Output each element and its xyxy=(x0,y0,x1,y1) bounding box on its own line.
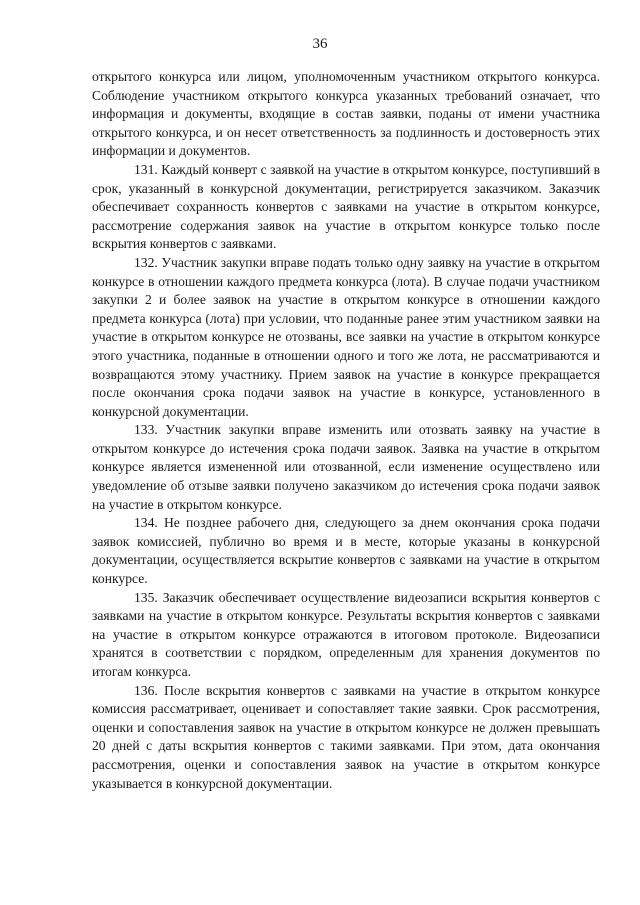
page-number: 36 xyxy=(312,36,328,52)
paragraph-132: 132. Участник закупки вправе подать только одну заявку на участие в открытом конкурсе в отношении каждого предмета конкурса (лота). В случае подачи участником закупки 2 и более заявок на участие в открытом конкурсе в отношении каждого предмета конкурса (лота) при условии, что поданные ранее этим участником заявки на участие в открытом конкурсе не отозваны, все заявки на участие в открытом конкурсе этого участника, поданные в отношении одного и того же лота, не рассматриваются и возвращаются этому участнику. Прием заявок на участие в конкурсе прекращается после окончания срока подачи заявок на участие в конкурсе, установленного в конкурсной документации. xyxy=(92,254,600,419)
paragraph-134: 134. Не позднее рабочего дня, следующего за днем окончания срока подачи заявок комиссией, публично во время и в месте, которые указаны в конкурсной документации, осуществляется вскрытие конвертов с заявками на участие в открытом конкурсе. xyxy=(92,515,600,587)
paragraph-136: 136. После вскрытия конвертов с заявками на участие в открытом конкурсе комиссия рассматривает, оценивает и сопоставляет такие заявки. Срок рассмотрения, оценки и сопоставления заявок на участие в открытом конкурсе не должен превышать 20 дней с даты вскрытия конвертов с такими заявками. При этом, дата окончания рассмотрения, оценки и сопоставления заявок на участие в открытом конкурсе указывается в конкурсной документации. xyxy=(92,682,600,791)
paragraph-135: 135. Заказчик обеспечивает осуществление видеозаписи вскрытия конвертов с заявками на участие в открытом конкурсе. Результаты вскрытия конвертов с заявками на участие в открытом конкурсе отражаются в итоговом протоколе. Видеозаписи хранятся в соответствии с порядком, определенным для хранения документов по итогам конкурса. xyxy=(92,589,600,679)
paragraph-continuation: открытого конкурса или лицом, уполномоченным участником открытого конкурса. Соблюдение участником открытого конкурса указанных требований означает, что информация и документы, входящие в состав заявки, поданы от имени участника открытого конкурса, и он несет ответственность за подлинность и достоверность этих информации и документов. xyxy=(92,69,600,159)
paragraph-131: 131. Каждый конверт с заявкой на участие в открытом конкурсе, поступивший в срок, указанный в конкурсной документации, регистрируется заказчиком. Заказчик обеспечивает сохранность конвертов с заявками на участие в открытом конкурсе, рассмотрение содержания заявок на участие в открытом конкурсе только после вскрытия конвертов с заявками. xyxy=(92,161,600,252)
paragraph-133: 133. Участник закупки вправе изменить или отозвать заявку на участие в открытом конкурсе до истечения срока подачи заявок. Заявка на участие в открытом конкурсе является измененной или отозванной, если изменение осуществлено или уведомление об отзыве заявки получено заказчиком до истечения срока подачи заявок на участие в открытом конкурсе. xyxy=(92,422,600,512)
document-body xyxy=(92,68,600,793)
